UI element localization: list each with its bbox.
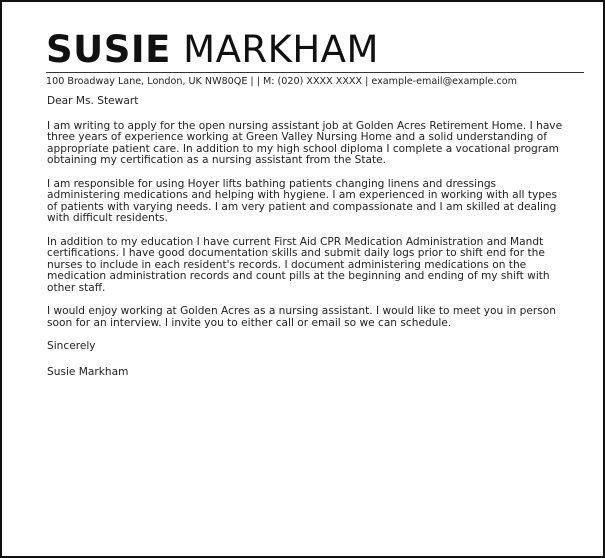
header-divider	[46, 72, 584, 73]
paragraph-2: I am responsible for using Hoyer lifts bathing patients changing linens and dressings administering medications and helping with hygiene. I am experienced in working with all types of patients with varying needs. I am very patient and compassionate and I am skilled at dealing with difficult residents.	[47, 177, 558, 224]
letter-header	[46, 30, 583, 87]
paragraph-3: In addition to my education I have current First Aid CPR Medication Administration and Mandt certifications. I have good documentation skills and submit daily logs prior to shift end for the nurses to include in each resident's records. I document administering medications on the medication administration records and count pills at the beginning and ending of my shift with other staff.	[47, 235, 550, 294]
contact-line: 100 Broadway Lane, London, UK NW80QE | | M: (020) XXXX XXXX | example-email@example.com	[46, 76, 518, 87]
salutation: Dear Ms. Stewart	[47, 95, 139, 107]
closing: Sincerely	[47, 340, 96, 352]
signature-name: Susie Markham	[47, 365, 129, 378]
applicant-name	[46, 30, 583, 70]
paragraph-4: I would enjoy working at Golden Acres as a nursing assistant. I would like to meet you in person soon for an interview. I invite you to either call or email so we can schedule.	[47, 305, 556, 329]
first-name: SUSIE	[46, 28, 171, 71]
paragraph-1: I am writing to apply for the open nursing assistant job at Golden Acres Retirement Home. I have three years of experience working at Green Valley Nursing Home and a solid understanding of appropriate patient care. In addition to my high school diploma I complete a vocational program obtaining my certification as a nursing assistant from the State.	[47, 119, 563, 166]
last-name: MARKHAM	[183, 28, 379, 71]
letter-body	[47, 96, 567, 390]
